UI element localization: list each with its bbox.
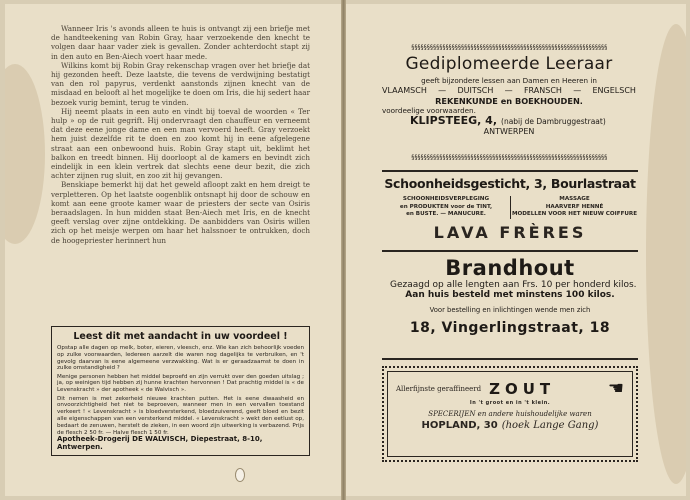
pointing-hand-icon: ☚	[607, 378, 624, 399]
language-separator: —	[504, 86, 513, 95]
salt-ad	[382, 366, 638, 462]
salt-ad-services: SPECERIJEN en andere huishoudelijke waren	[428, 410, 592, 418]
ad2-col1-line: SCHOONHEIDSVERPLEGING	[402, 196, 490, 202]
ad1-line3: REKENKUNDE en BOEKHOUDEN.	[435, 96, 583, 106]
ad2-col2	[510, 196, 638, 219]
ad2-heading: Schoonheidsgesticht, 3, Bourlastraat	[384, 176, 636, 191]
divider-rule	[382, 250, 638, 252]
story-paragraph: Benskiape bemerkt hij dat het geweld afloopt zakt en hem dreigt te verpletteren. Op het laatste oogenblik ontsnapt hij door de schouw en komt aan eene groote kamer waar de priesters der secte van Osiris beraadslagen. In hun midden staat Ben-Aiech met Iris, en de knecht geeft verslag over zijne ontdekking. De aanbidders van Osiris willen zich op het meisje werpen om haar het halssnoer te ontrukken, doch de hoogepriester herinnert hun	[51, 180, 310, 245]
ad1-city: ANTWERPEN	[483, 127, 535, 136]
ad2-columns	[382, 196, 638, 219]
ad-footer: Apotheek-Drogerij DE WALVISCH, Diepestraat, 8-10, Antwerpen.	[57, 435, 263, 451]
ad2-col2-line: MASSAGE	[559, 196, 590, 202]
ad3-heading: Brandhout	[445, 256, 575, 280]
right-page	[346, 4, 686, 496]
ad2-col1-line: en BUSTE. — MANUCURE.	[406, 211, 486, 217]
ad1-address-street: KLIPSTEEG, 4,	[410, 114, 498, 127]
language-separator: —	[438, 86, 447, 95]
beauty-salon-ad	[382, 176, 638, 242]
ad-paragraph: Opstap alle dagen op melk, boter, eieren, vleesch, enz. Wie kan zich behoorlijk voeden op zulke voorwaarden, ledereen aarzelt die waren nog dagelijks te verbruiken, en 't gevolg daarvan is eene algemeene verzwakking. Wat is er geraadzaamst te doen in zulke omstandigheid ?	[57, 345, 304, 372]
salt-ad-frame	[387, 371, 633, 457]
staple-hole	[235, 468, 245, 482]
salt-ad-header	[396, 378, 624, 399]
decorative-border: §§§§§§§§§§§§§§§§§§§§§§§§§§§§§§§§§§§§§§§§§§§§§§§§§§§§§§§§§§§§§§§	[410, 154, 608, 161]
salt-ad-corner: (hoek Lange Gang)	[501, 420, 599, 431]
language-item: ENGELSCH	[592, 86, 636, 95]
ad1-address-note: (nabij de Dambruggestraat)	[501, 117, 606, 126]
salt-ad-prefix: Allerfijnste geraffineerd	[396, 384, 482, 393]
paper-stain	[646, 24, 686, 484]
story-paragraph: Wanneer Iris 's avonds alleen te huis is ontvangt zij een briefje met de handteekening van Robin Gray, haar verzoekende den knecht te volgen daar haar vader ziek is gevallen. Zonder achterdocht stapt zij in den auto en Ben-Aiech voert haar mede.	[51, 24, 310, 61]
ad1-heading: Gediplomeerde Leeraar	[405, 54, 613, 74]
story-paragraph: Hij neemt plaats in een auto en vindt bij toeval de woorden « Ter hulp » op de ruit gegrift. Hij ondervraagt den chauffeur en verneemt dat deze eene jonge dame en een man vervoerd heeft. Gray verzoekt hem juist dezelfde rit te doen en zoo komt hij in eene afgelegene straat aan een onbewoond huis. Robin Gray stapt uit, beklimt het balkon en treedt binnen. Hij doorloopt al de kamers en bevindt zich eindelijk in een klein vertrek dat slechts eene deur bezit, die zich achter zijnen rug sluit, en zoo zit hij gevangen.	[51, 106, 310, 181]
salt-ad-product: ZOUT	[489, 379, 556, 398]
divider-rule	[382, 170, 638, 172]
ad3-address: 18, Vingerlingstraat, 18	[409, 320, 611, 336]
ad-title: Leest dit met aandacht in uw voordeel !	[73, 331, 288, 342]
firewood-ad	[382, 256, 638, 336]
teacher-ad	[380, 50, 638, 137]
decorative-border: §§§§§§§§§§§§§§§§§§§§§§§§§§§§§§§§§§§§§§§§§§§§§§§§§§§§§§§§§§§§§§§	[410, 44, 608, 51]
language-separator: —	[573, 86, 582, 95]
ad2-col1-line: en PRODUKTEN voor de TINT,	[399, 203, 493, 210]
ad1-line4: voordeelige voorwaarden.	[382, 106, 476, 115]
ad2-brand: LAVA FRÈRES	[433, 222, 587, 242]
language-item: DUITSCH	[457, 86, 494, 95]
left-page	[5, 4, 341, 496]
ad-paragraph: Menige personen hebben het middel beproefd en zijn verrukt over den goeden uitslag ; ja, op weinigen tijd hebben zij hunne krachten hervonnen ! Dat prachtig middel is « de Levenskracht » der apotheek « de Walvisch ».	[57, 373, 304, 394]
divider-rule	[382, 358, 638, 360]
ad2-col2-line: HAARVERF HENNÉ	[545, 203, 604, 210]
ad3-line2: Aan huis besteld met minstens 100 kilos.	[405, 290, 615, 300]
salt-ad-tagline: In 't groot en in 't klein.	[469, 400, 551, 406]
walvisch-ad	[51, 326, 310, 456]
language-item: VLAAMSCH	[382, 86, 427, 95]
story-paragraph: Wilkins komt bij Robin Gray rekenschap vragen over het briefje dat hij gezonden heeft. Deze laatste, die tevens de verdwijning bestatigt van den rol papyrus, verdenkt aanstonds zijnen knecht van de misdaad en belooft al het mogelijke te doen om Iris, die hij sedert haar bezoek vurig bemint, terug te vinden.	[51, 60, 311, 107]
language-item: FRANSCH	[523, 86, 562, 95]
ad1-address	[380, 116, 638, 127]
ad1-languages	[380, 86, 638, 96]
ad3-line1: Gezaagd op alle lengten aan Frs. 10 per honderd kilos.	[390, 280, 637, 290]
ad1-line1: geeft bijzondere lessen aan Damen en Heeren in	[421, 76, 597, 85]
salt-ad-street: HOPLAND, 30	[421, 420, 498, 431]
ad2-col2-line: MODELLEN VOOR HET NIEUW COIFFURE	[511, 211, 638, 217]
story-text	[51, 24, 310, 245]
ad2-col1	[382, 196, 510, 219]
paper-stain	[5, 64, 45, 244]
ad3-line3: Voor bestelling en inlichtingen wende men zich	[429, 306, 591, 314]
ad-paragraph: Dit nemen is met zekerheid nieuwe krachten putten. Het is eene dwaasheid en onvoorzichtigheid het niet te beproeven, wanneer men in een vervallen toestand verkeert ! « Levenskracht » is bloedversterkend, bloedzuiverend, geeft bloed en bezit alle eigenschappen van een versterkend middel. « Levenskracht » wekt den eetlust op, bedaart de zenuwen, herstelt de zieken, in een woord zijn uitwerking is verbazend. Prijs de flesch 2 50 fr. — Halve flesch 1 50 fr.	[57, 395, 304, 436]
salt-ad-address	[396, 420, 624, 431]
